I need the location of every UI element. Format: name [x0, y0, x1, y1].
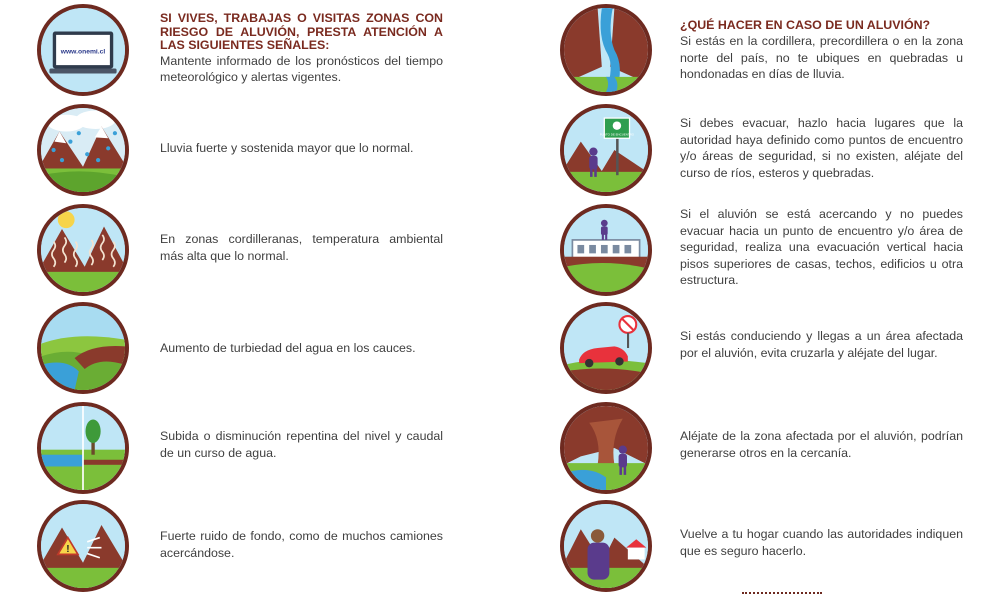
right-heading: ¿QUÉ HACER EN CASO DE UN ALUVIÓN? [680, 18, 931, 32]
walk-away-mudflow-icon [560, 402, 652, 494]
water-level-change-icon [37, 402, 129, 494]
website-label: www.onemi.cl [60, 48, 106, 56]
action-text-driving: Si estás conduciendo y llegas a un área afectada por el aluvión, evita cruzarla y aléjate del lugar. [680, 329, 963, 360]
signal-text-noise: Fuerte ruido de fondo, como de muchos camiones acercándose. [160, 529, 443, 560]
action-text-return: Vuelve a tu hogar cuando las autoridades indiquen que es seguro hacerlo. [680, 527, 963, 558]
car-no-crossing-icon [560, 302, 652, 394]
heavy-rain-mountains-icon [37, 104, 129, 196]
loud-noise-warning-icon [37, 500, 129, 592]
action-text-evacuate: Si debes evacuar, hazlo hacia lugares que la autoridad haya definido como puntos de encuentro y/o áreas de seguridad, si no existen, aléjate del curso de ríos, esteros y quebradas. [680, 116, 963, 180]
signal-text-rain: Lluvia fuerte y sostenida mayor que lo normal. [160, 141, 414, 155]
heat-mountains-icon [37, 204, 129, 296]
vertical-evacuation-icon [560, 204, 652, 296]
turbid-river-icon [37, 302, 129, 394]
meeting-point-sign-icon [560, 104, 652, 196]
return-home-icon [560, 500, 652, 592]
action-text-vertical: Si el aluvión se está acercando y no puedes evacuar hacia un punto de encuentro y/o área de seguridad, realiza una evacuación vertical hacia pisos superiores de casas, techos, edificios u otra estructura. [680, 207, 963, 287]
left-heading: SI VIVES, TRABAJAS O VISITAS ZONAS CON RIESGO DE ALUVIÓN, PRESTA ATENCIÓN A LAS SIGUIENTES SEÑALES: [160, 11, 443, 52]
signal-text-forecast: Mantente informado de los pronósticos del tiempo meteorológico y alertas vigentes. [160, 53, 443, 84]
laptop-website-icon [37, 4, 129, 96]
action-text-move-away: Aléjate de la zona afectada por el aluvión, podrían generarse otros en la cercanía. [680, 429, 963, 460]
signal-text-water-level: Subida o disminución repentina del nivel y caudal de un curso de agua. [160, 429, 443, 460]
ravine-stream-icon [560, 4, 652, 96]
meeting-point-label: PUNTO DE ENCUENTRO [599, 132, 635, 137]
page-divider [742, 592, 822, 596]
signal-text-turbidity: Aumento de turbiedad del agua en los cauces. [160, 341, 416, 355]
action-text-ravine: Si estás en la cordillera, precordillera o en la zona norte del país, no te ubiques en quebradas u hondonadas en días de lluvia. [680, 34, 963, 81]
svg-text:!: ! [66, 543, 70, 555]
signal-text-heat: En zonas cordilleranas, temperatura ambiental más alta que lo normal. [160, 232, 443, 263]
